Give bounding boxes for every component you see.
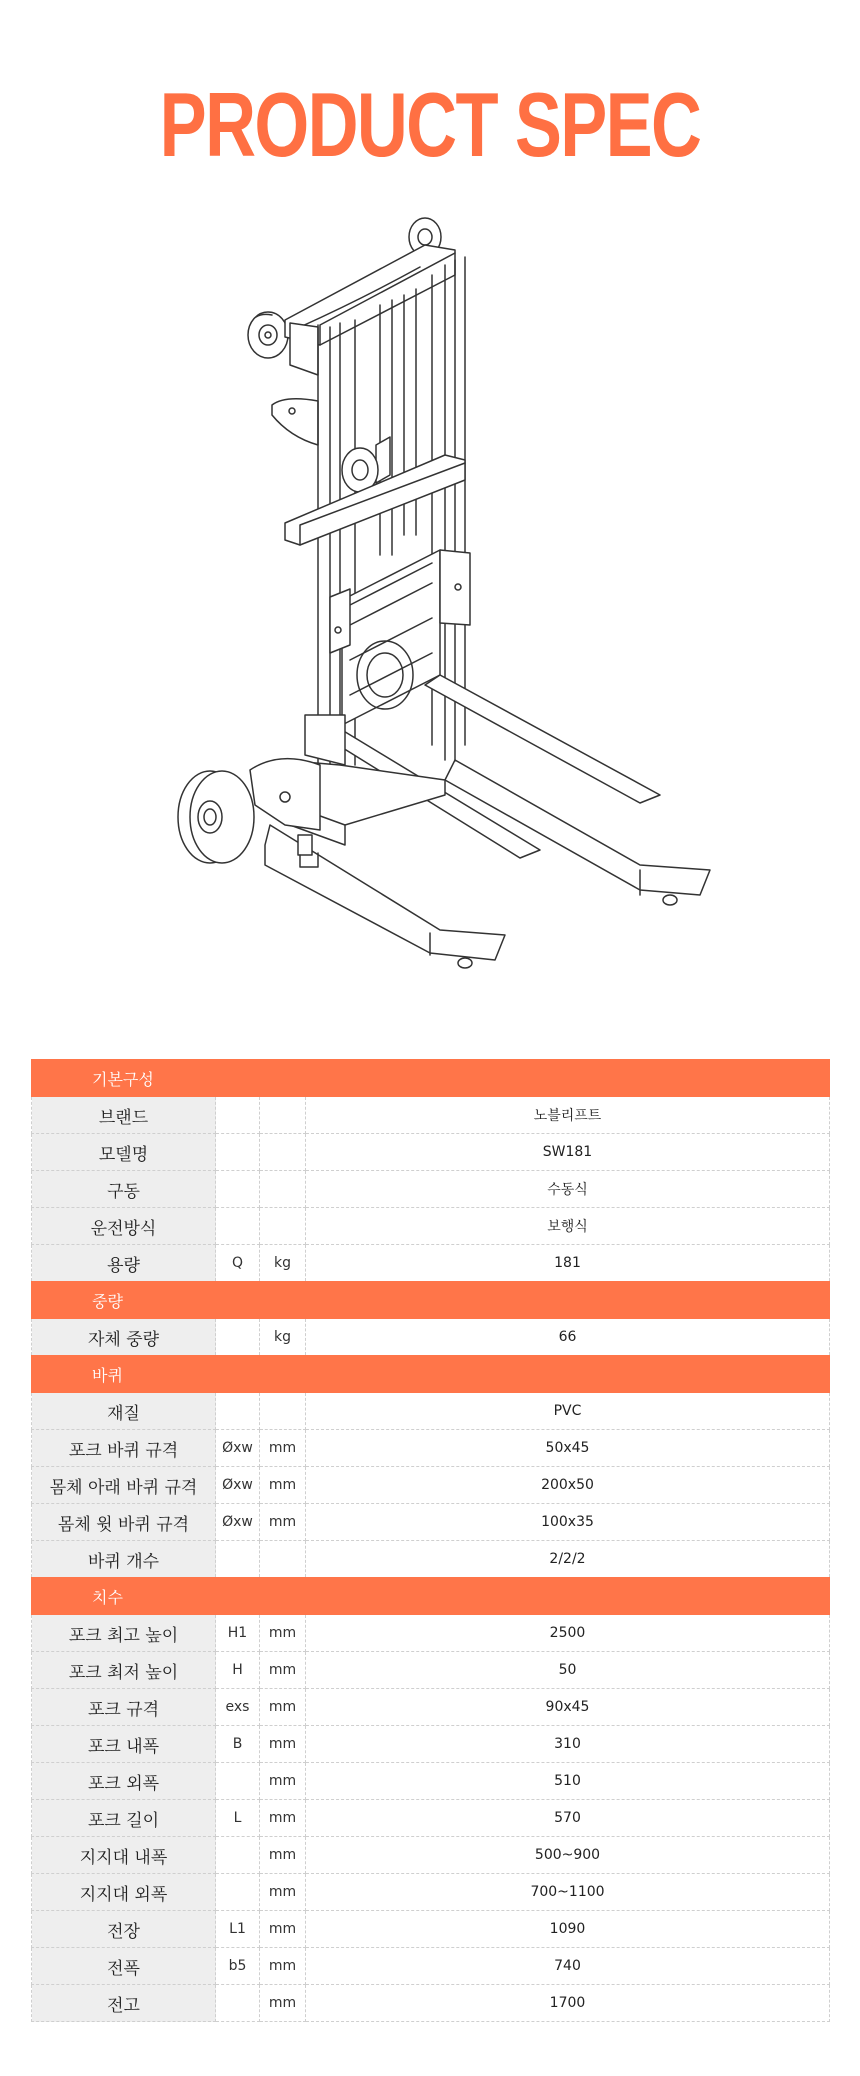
row-symbol: H1 [216, 1615, 260, 1652]
row-unit [260, 1171, 306, 1208]
row-label: 브랜드 [32, 1097, 216, 1134]
row-value: 181 [306, 1245, 830, 1282]
row-unit: mm [260, 1504, 306, 1541]
section-title: 바퀴 [32, 1356, 830, 1393]
row-symbol: Øxw [216, 1430, 260, 1467]
row-unit: mm [260, 1430, 306, 1467]
row-value: SW181 [306, 1134, 830, 1171]
row-label: 전폭 [32, 1948, 216, 1985]
row-label: 용량 [32, 1245, 216, 1282]
row-value: 740 [306, 1948, 830, 1985]
row-label: 포크 길이 [32, 1800, 216, 1837]
table-row [32, 1726, 830, 1763]
row-value: 1700 [306, 1985, 830, 2022]
row-value: 2/2/2 [306, 1541, 830, 1578]
row-value: 2500 [306, 1615, 830, 1652]
row-symbol [216, 1208, 260, 1245]
row-unit [260, 1541, 306, 1578]
row-symbol: Q [216, 1245, 260, 1282]
row-symbol: Øxw [216, 1504, 260, 1541]
top-wheel-left [248, 312, 288, 358]
row-unit: mm [260, 1689, 306, 1726]
row-value: 700~1100 [306, 1874, 830, 1911]
row-unit: mm [260, 1726, 306, 1763]
row-label: 포크 규격 [32, 1689, 216, 1726]
table-row [32, 1134, 830, 1171]
row-symbol: b5 [216, 1948, 260, 1985]
row-symbol: B [216, 1726, 260, 1763]
table-row [32, 1652, 830, 1689]
row-label: 모델명 [32, 1134, 216, 1171]
row-unit: mm [260, 1615, 306, 1652]
table-row [32, 1504, 830, 1541]
row-label: 포크 외폭 [32, 1763, 216, 1800]
row-value: 90x45 [306, 1689, 830, 1726]
row-unit [260, 1134, 306, 1171]
row-value: 100x35 [306, 1504, 830, 1541]
row-label: 자체 중량 [32, 1319, 216, 1356]
row-symbol: L1 [216, 1911, 260, 1948]
row-symbol [216, 1763, 260, 1800]
row-label: 전고 [32, 1985, 216, 2022]
row-symbol [216, 1319, 260, 1356]
row-symbol [216, 1097, 260, 1134]
row-label: 포크 바퀴 규격 [32, 1430, 216, 1467]
stacker-illustration [0, 205, 860, 1005]
row-unit: mm [260, 1985, 306, 2022]
row-label: 몸체 윗 바퀴 규격 [32, 1504, 216, 1541]
table-row [32, 1948, 830, 1985]
row-symbol: Øxw [216, 1467, 260, 1504]
row-value: 570 [306, 1800, 830, 1837]
row-unit [260, 1097, 306, 1134]
row-value: 500~900 [306, 1837, 830, 1874]
row-label: 구동 [32, 1171, 216, 1208]
row-label: 재질 [32, 1393, 216, 1430]
row-label: 포크 최고 높이 [32, 1615, 216, 1652]
table-row [32, 1615, 830, 1652]
row-symbol [216, 1393, 260, 1430]
table-row [32, 1837, 830, 1874]
page-title: PRODUCT SPEC [159, 74, 701, 177]
row-label: 전장 [32, 1911, 216, 1948]
table-row [32, 1541, 830, 1578]
row-unit: mm [260, 1652, 306, 1689]
stacker-drawing [0, 205, 860, 1005]
table-row [32, 1319, 830, 1356]
row-value: 66 [306, 1319, 830, 1356]
row-symbol: exs [216, 1689, 260, 1726]
row-unit: mm [260, 1948, 306, 1985]
row-label: 운전방식 [32, 1208, 216, 1245]
section-header [32, 1282, 830, 1319]
row-unit: mm [260, 1763, 306, 1800]
table-row [32, 1208, 830, 1245]
row-label: 포크 최저 높이 [32, 1652, 216, 1689]
table-row [32, 1097, 830, 1134]
row-label: 몸체 아래 바퀴 규격 [32, 1467, 216, 1504]
section-header [32, 1356, 830, 1393]
section-title: 기본구성 [32, 1060, 830, 1097]
table-row [32, 1171, 830, 1208]
row-value: 50x45 [306, 1430, 830, 1467]
row-unit: mm [260, 1874, 306, 1911]
row-value: 310 [306, 1726, 830, 1763]
table-row [32, 1911, 830, 1948]
row-symbol: L [216, 1800, 260, 1837]
row-unit [260, 1208, 306, 1245]
table-row [32, 1689, 830, 1726]
table-row [32, 1800, 830, 1837]
table-row [32, 1467, 830, 1504]
row-value: 노블리프트 [306, 1097, 830, 1134]
row-value: 보행식 [306, 1208, 830, 1245]
row-unit: mm [260, 1911, 306, 1948]
row-symbol [216, 1985, 260, 2022]
table-row [32, 1874, 830, 1911]
row-unit: kg [260, 1319, 306, 1356]
row-label: 지지대 내폭 [32, 1837, 216, 1874]
table-row [32, 1985, 830, 2022]
row-unit: mm [260, 1837, 306, 1874]
row-symbol: H [216, 1652, 260, 1689]
row-value: 1090 [306, 1911, 830, 1948]
spec-table [31, 1059, 830, 2022]
section-title: 치수 [32, 1578, 830, 1615]
row-symbol [216, 1837, 260, 1874]
row-symbol [216, 1874, 260, 1911]
table-row [32, 1430, 830, 1467]
row-unit [260, 1393, 306, 1430]
table-row [32, 1763, 830, 1800]
row-value: 510 [306, 1763, 830, 1800]
row-value: 200x50 [306, 1467, 830, 1504]
row-unit: mm [260, 1467, 306, 1504]
row-value: PVC [306, 1393, 830, 1430]
row-unit: kg [260, 1245, 306, 1282]
section-header [32, 1060, 830, 1097]
row-value: 수동식 [306, 1171, 830, 1208]
section-header [32, 1578, 830, 1615]
section-title: 중량 [32, 1282, 830, 1319]
row-value: 50 [306, 1652, 830, 1689]
row-symbol [216, 1134, 260, 1171]
row-symbol [216, 1171, 260, 1208]
bottom-wheel [178, 771, 254, 863]
row-unit: mm [260, 1800, 306, 1837]
row-symbol [216, 1541, 260, 1578]
table-row [32, 1245, 830, 1282]
table-row [32, 1393, 830, 1430]
row-label: 지지대 외폭 [32, 1874, 216, 1911]
row-label: 바퀴 개수 [32, 1541, 216, 1578]
row-label: 포크 내폭 [32, 1726, 216, 1763]
